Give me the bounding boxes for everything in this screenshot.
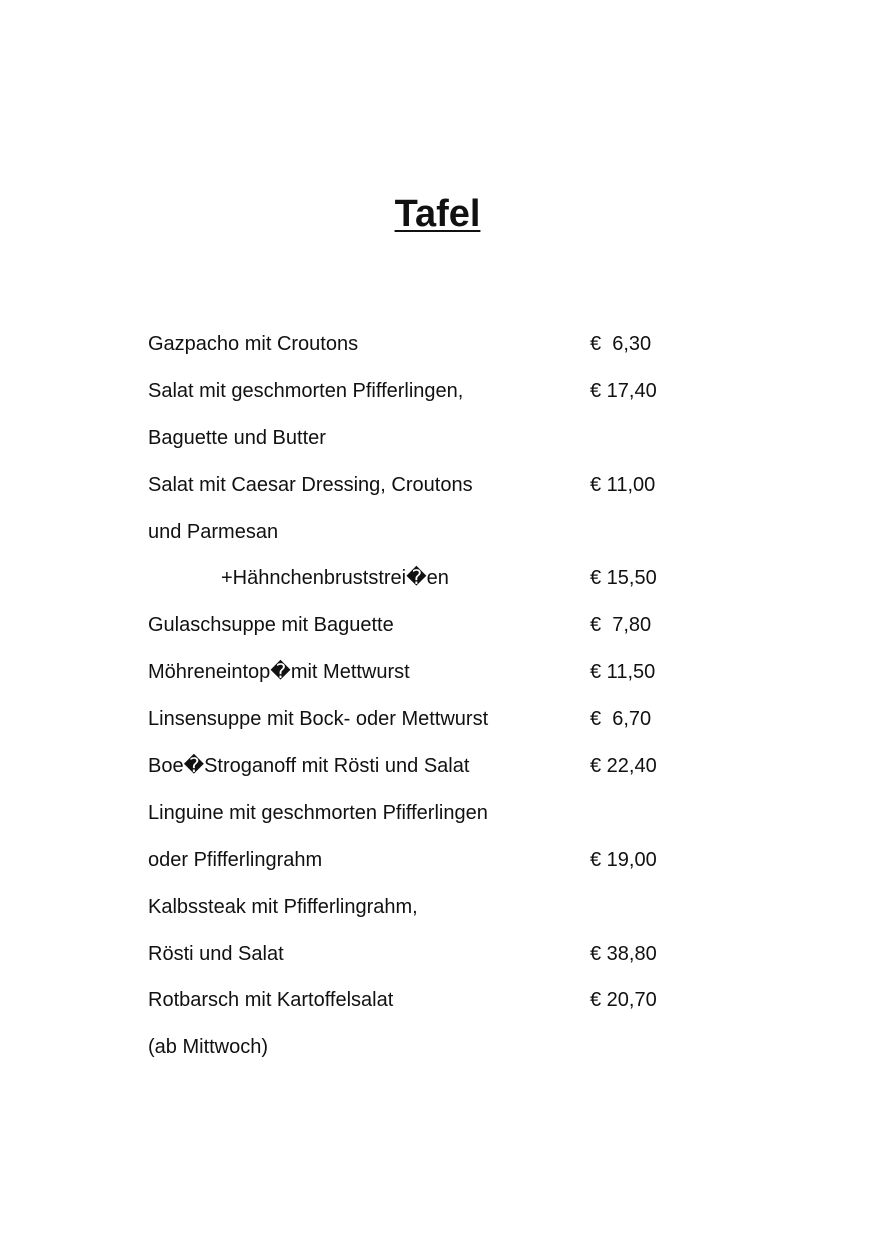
dish-price: € 11,50: [590, 661, 656, 684]
menu-row: [148, 509, 708, 556]
dish-price: € 38,80: [590, 942, 657, 965]
dish-price: € 7,80: [590, 614, 652, 637]
dish-name: Möhreneintop�mit Mettwurst: [148, 661, 410, 684]
menu-row: [148, 649, 708, 696]
menu-row: [148, 602, 708, 649]
menu-row: [148, 696, 708, 743]
dish-name: Rotbarsch mit Kartoffelsalat: [148, 989, 394, 1012]
dish-price: € 19,00: [590, 848, 657, 871]
menu-row: [148, 884, 708, 931]
menu-row-addon: [148, 555, 708, 602]
dish-name: Boe�Stroganoff mit Rösti und Salat: [148, 755, 470, 778]
dish-name: (ab Mittwoch): [148, 1036, 269, 1059]
dish-name: Kalbssteak mit Pfifferlingrahm,: [148, 895, 418, 918]
dish-price: € 17,40: [590, 379, 657, 402]
dish-name: Salat mit geschmorten Pfifferlingen,: [148, 379, 464, 402]
menu-row: [148, 790, 708, 837]
dish-price: € 20,70: [590, 989, 657, 1012]
dish-name: Linsensuppe mit Bock- oder Mettwurst: [148, 708, 489, 731]
dish-price: € 15,50: [590, 567, 657, 590]
page-title: Tafel: [394, 193, 481, 235]
menu-row: [148, 743, 708, 790]
menu-row: [148, 321, 708, 368]
dish-name: Linguine mit geschmorten Pfifferlingen: [148, 801, 488, 824]
dish-price: € 6,70: [590, 708, 652, 731]
dish-price: € 6,30: [590, 333, 652, 355]
menu-row: [148, 931, 708, 978]
menu-row: [148, 415, 708, 462]
menu-row: [148, 977, 708, 1024]
menu-row: [148, 462, 708, 509]
dish-name: Baguette und Butter: [148, 426, 326, 449]
dish-name: oder Pfifferlingrahm: [148, 848, 323, 871]
menu-list: [148, 321, 708, 1071]
dish-name: Gazpacho mit Croutons: [148, 333, 359, 355]
dish-name: und Parmesan: [148, 520, 279, 543]
dish-name: Salat mit Caesar Dressing, Croutons: [148, 473, 473, 496]
menu-row: [148, 837, 708, 884]
menu-row: [148, 368, 708, 415]
dish-name: Gulaschsuppe mit Baguette: [148, 614, 394, 637]
dish-name: +Hähnchenbruststrei�en: [221, 567, 449, 590]
dish-price: € 22,40: [590, 755, 657, 778]
menu-row: [148, 1024, 708, 1071]
dish-price: € 11,00: [590, 473, 656, 496]
dish-name: Rösti und Salat: [148, 942, 284, 965]
